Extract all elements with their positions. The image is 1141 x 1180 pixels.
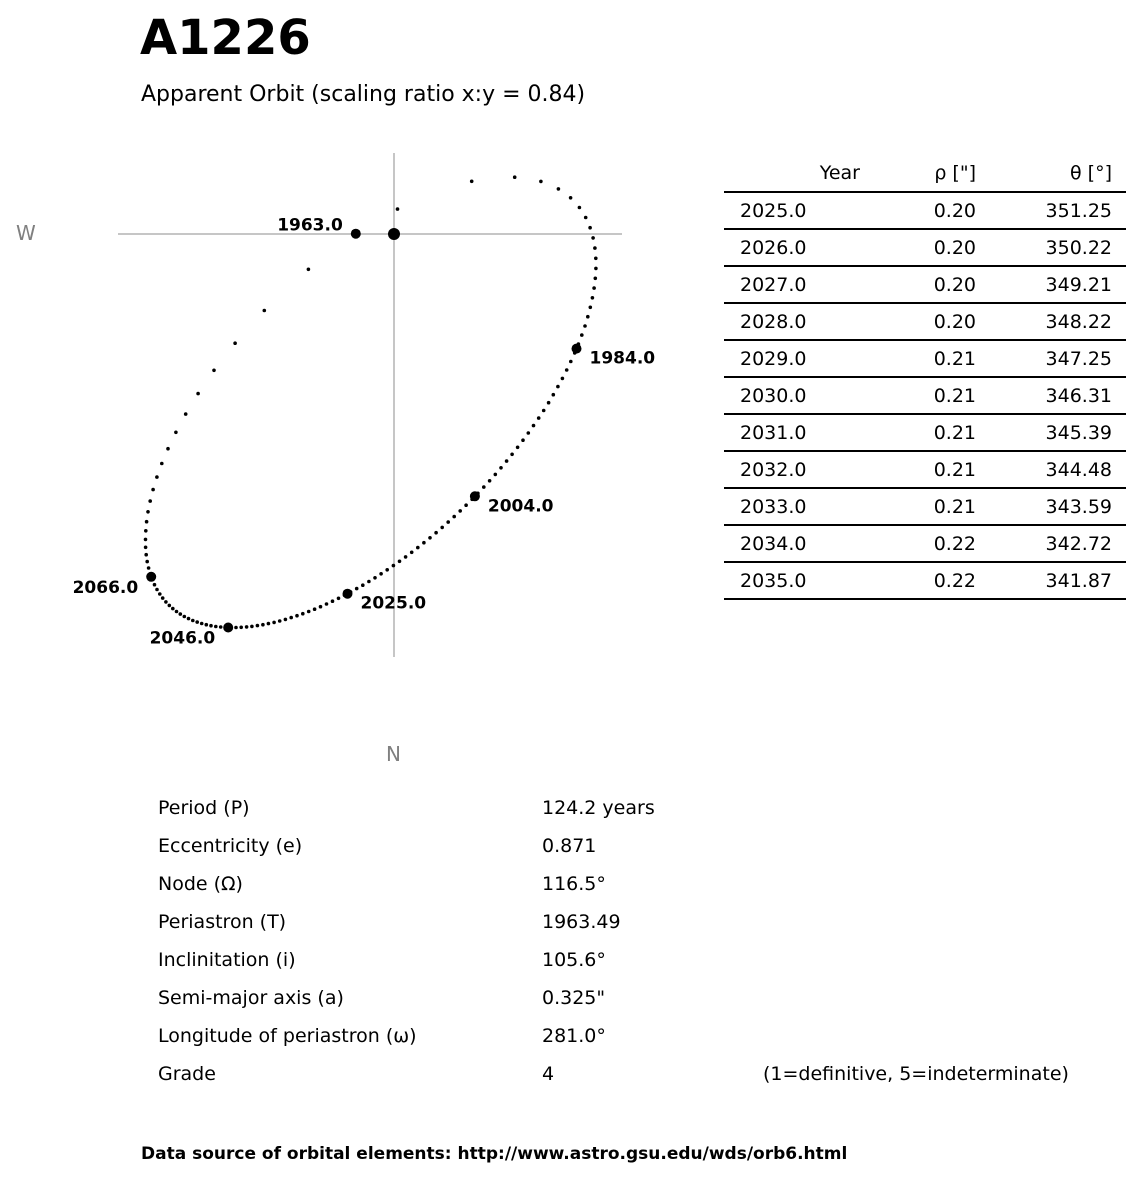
- theta-cell: 349.21: [976, 266, 1126, 303]
- epoch-marker: [146, 572, 156, 582]
- element-label: Longitude of periastron (ω): [158, 1025, 417, 1047]
- rho-cell: 0.21: [860, 488, 976, 525]
- orbit-dot: [440, 526, 444, 530]
- orbit-dot: [422, 541, 426, 545]
- orbit-dot: [588, 226, 592, 230]
- orbit-dot: [160, 462, 164, 466]
- ephemeris-header-row: [724, 155, 1126, 192]
- year-cell: 2027.0: [724, 266, 860, 303]
- orbit-dot: [267, 622, 271, 626]
- element-value: 105.6°: [542, 949, 606, 971]
- orbit-dot: [510, 453, 514, 457]
- col-rho-header: ρ ["]: [860, 155, 976, 192]
- orbit-dot: [470, 180, 474, 184]
- orbit-dot: [488, 479, 492, 483]
- orbit-dot: [591, 296, 595, 300]
- orbit-dot: [261, 623, 265, 627]
- epoch-label: 1963.0: [277, 215, 343, 236]
- orbit-dot: [147, 566, 151, 570]
- orbit-dot: [195, 620, 199, 624]
- orbit-dot: [171, 607, 175, 611]
- year-cell: 2035.0: [724, 562, 860, 599]
- orbit-dot: [592, 286, 596, 290]
- epoch-label: 2004.0: [487, 496, 554, 517]
- orbit-dot: [556, 385, 560, 389]
- element-value: 0.325": [542, 987, 606, 1009]
- orbit-dot: [174, 431, 178, 435]
- element-label: Node (Ω): [158, 873, 243, 895]
- year-cell: 2026.0: [724, 229, 860, 266]
- orbit-dot: [278, 619, 282, 623]
- orbit-dot: [482, 485, 486, 489]
- orbit-dot: [594, 277, 598, 281]
- orbit-dot: [373, 576, 377, 580]
- orbit-dot: [410, 551, 414, 555]
- orbit-dot: [532, 424, 536, 428]
- orbit-dot: [396, 207, 400, 211]
- theta-cell: 345.39: [976, 414, 1126, 451]
- orbit-dot: [263, 309, 267, 313]
- orbit-dot: [233, 341, 237, 345]
- orbit-dot: [513, 175, 517, 179]
- orbit-dot: [583, 324, 587, 328]
- year-cell: 2029.0: [724, 340, 860, 377]
- data-source-note: Data source of orbital elements: http://www.astro.gsu.edu/wds/orb6.html: [141, 1144, 848, 1164]
- orbit-dot: [527, 431, 531, 435]
- theta-cell: 341.87: [976, 562, 1126, 599]
- theta-cell: 344.48: [976, 451, 1126, 488]
- rho-cell: 0.20: [860, 229, 976, 266]
- orbit-dot: [212, 369, 216, 373]
- orbit-dot: [158, 592, 162, 596]
- orbit-dot: [301, 612, 305, 616]
- west-label: W: [16, 221, 36, 245]
- orbit-dot: [148, 499, 152, 503]
- orbit-plot: [0, 130, 700, 780]
- orbit-dot: [146, 510, 150, 514]
- orbit-dot: [398, 560, 402, 564]
- year-cell: 2030.0: [724, 377, 860, 414]
- table-row: [724, 414, 1126, 451]
- orbit-dot: [144, 546, 148, 550]
- orbit-dot: [144, 529, 148, 533]
- rho-cell: 0.20: [860, 303, 976, 340]
- orbit-dot: [209, 624, 213, 628]
- orbit-dot: [219, 625, 223, 629]
- theta-cell: 350.22: [976, 229, 1126, 266]
- orbit-dot: [537, 416, 541, 420]
- orbit-dot: [183, 615, 187, 619]
- orbit-dot: [561, 377, 565, 381]
- orbit-dot: [145, 560, 149, 564]
- orbit-dots: [144, 175, 598, 629]
- rho-cell: 0.20: [860, 192, 976, 229]
- orbit-dot: [164, 600, 168, 604]
- orbit-dot: [452, 515, 456, 519]
- element-label: Eccentricity (e): [158, 835, 303, 857]
- rho-cell: 0.21: [860, 414, 976, 451]
- epoch-marker: [351, 229, 361, 239]
- orbit-dot: [191, 619, 195, 623]
- orbit-dot: [313, 607, 317, 611]
- year-cell: 2031.0: [724, 414, 860, 451]
- rho-cell: 0.21: [860, 451, 976, 488]
- orbit-dot: [319, 605, 323, 609]
- orbit-dot: [379, 572, 383, 576]
- orbit-dot: [586, 315, 590, 319]
- primary-star: [388, 228, 400, 240]
- orbit-dot: [458, 509, 462, 513]
- col-year-header: Year: [724, 155, 860, 192]
- element-value: 0.871: [542, 835, 597, 857]
- orbit-dot: [594, 267, 598, 271]
- orbit-dot: [591, 236, 595, 240]
- orbit-dot: [151, 488, 155, 492]
- theta-cell: 351.25: [976, 192, 1126, 229]
- orbit-dot: [367, 580, 371, 584]
- year-cell: 2033.0: [724, 488, 860, 525]
- element-label: Periastron (T): [158, 911, 287, 933]
- epoch-markers: [73, 216, 656, 649]
- epoch-label: 1984.0: [589, 348, 656, 369]
- orbit-dot: [144, 538, 148, 542]
- grade-note: (1=definitive, 5=indeterminate): [763, 1063, 1069, 1085]
- theta-cell: 348.22: [976, 303, 1126, 340]
- element-value: 281.0°: [542, 1025, 606, 1047]
- orbit-dot: [325, 602, 329, 606]
- theta-cell: 346.31: [976, 377, 1126, 414]
- orbit-dot: [161, 596, 165, 600]
- epoch-marker: [572, 344, 582, 354]
- orbit-dot: [578, 206, 582, 210]
- epoch-label: 2066.0: [72, 577, 139, 598]
- element-label: Period (P): [158, 797, 250, 819]
- element-value: 4: [542, 1063, 555, 1085]
- element-value: 1963.49: [542, 911, 621, 933]
- orbit-dot: [499, 466, 503, 470]
- orbit-dot: [355, 587, 359, 591]
- orbit-dot: [234, 626, 238, 630]
- orbit-dot: [584, 216, 588, 220]
- epoch-marker: [470, 491, 480, 501]
- year-cell: 2034.0: [724, 525, 860, 562]
- col-theta-header: θ [°]: [976, 155, 1126, 192]
- orbit-dot: [184, 412, 188, 416]
- orbit-dot: [565, 368, 569, 372]
- orbit-dot: [392, 564, 396, 568]
- orbit-dot: [446, 520, 450, 524]
- orbit-dot: [505, 459, 509, 463]
- table-row: [724, 266, 1126, 303]
- orbit-dot: [464, 503, 468, 507]
- orbit-dot: [307, 610, 311, 614]
- table-row: [724, 488, 1126, 525]
- star-title: A1226: [140, 10, 311, 66]
- orbit-dot: [404, 555, 408, 559]
- orbit-dot: [250, 625, 254, 629]
- orbit-dot: [295, 614, 299, 618]
- theta-cell: 347.25: [976, 340, 1126, 377]
- table-row: [724, 340, 1126, 377]
- orbit-dot: [569, 360, 573, 364]
- element-label: Inclinitation (i): [158, 949, 296, 971]
- element-value: 116.5°: [542, 873, 606, 895]
- year-cell: 2032.0: [724, 451, 860, 488]
- orbit-dot: [187, 617, 191, 621]
- element-label: Grade: [158, 1063, 216, 1085]
- orbit-dot: [307, 268, 311, 272]
- orbit-dot: [284, 618, 288, 622]
- table-row: [724, 377, 1126, 414]
- orbit-dot: [200, 622, 204, 626]
- orbit-dot: [547, 401, 551, 405]
- orbit-dot: [272, 621, 276, 625]
- table-row: [724, 451, 1126, 488]
- orbit-dot: [361, 583, 365, 587]
- orbit-dot: [245, 625, 249, 629]
- ephemeris-table: [724, 155, 1126, 600]
- year-cell: 2028.0: [724, 303, 860, 340]
- chart-subtitle: Apparent Orbit (scaling ratio x:y = 0.84): [141, 82, 586, 107]
- north-label: N: [386, 742, 401, 766]
- orbit-dot: [145, 520, 149, 524]
- orbit-dot: [521, 438, 525, 442]
- rho-cell: 0.22: [860, 562, 976, 599]
- orbit-dot: [542, 409, 546, 413]
- theta-cell: 343.59: [976, 488, 1126, 525]
- orbit-dot: [416, 546, 420, 550]
- table-row: [724, 303, 1126, 340]
- orbit-dot: [428, 536, 432, 540]
- orbit-dot: [144, 553, 148, 557]
- theta-cell: 342.72: [976, 525, 1126, 562]
- epoch-label: 2046.0: [149, 628, 216, 649]
- orbit-dot: [289, 616, 293, 620]
- orbit-dot: [168, 604, 172, 608]
- orbit-dot: [337, 597, 341, 601]
- orbit-dot: [179, 612, 183, 616]
- orbit-dot: [205, 623, 209, 627]
- epoch-marker: [223, 623, 233, 633]
- orbit-dot: [434, 531, 438, 535]
- orbit-dot: [516, 446, 520, 450]
- orbit-dot: [331, 599, 335, 603]
- orbit-dot: [594, 257, 598, 261]
- table-row: [724, 229, 1126, 266]
- orbit-dot: [494, 473, 498, 477]
- rho-cell: 0.21: [860, 377, 976, 414]
- orbit-dot: [569, 196, 573, 200]
- year-cell: 2025.0: [724, 192, 860, 229]
- element-label: Semi-major axis (a): [158, 987, 344, 1009]
- orbit-dot: [580, 333, 584, 337]
- orbit-dot: [552, 393, 556, 397]
- orbit-dot: [256, 624, 260, 628]
- orbit-dot: [557, 187, 561, 191]
- table-row: [724, 192, 1126, 229]
- epoch-label: 2025.0: [360, 593, 427, 614]
- orbit-dot: [175, 610, 179, 614]
- orbit-dot: [539, 180, 543, 184]
- table-row: [724, 525, 1126, 562]
- orbit-dot: [196, 392, 200, 396]
- orbit-dot: [155, 475, 159, 479]
- rho-cell: 0.20: [860, 266, 976, 303]
- orbit-dot: [166, 447, 170, 451]
- epoch-marker: [343, 589, 353, 599]
- orbit-dot: [385, 568, 389, 572]
- rho-cell: 0.22: [860, 525, 976, 562]
- orbit-dot: [239, 626, 243, 630]
- rho-cell: 0.21: [860, 340, 976, 377]
- orbit-dot: [153, 583, 157, 587]
- orbit-dot: [589, 306, 593, 310]
- orbit-dot: [155, 588, 159, 592]
- orbit-dot: [593, 246, 597, 250]
- table-row: [724, 562, 1126, 599]
- element-value: 124.2 years: [542, 797, 655, 819]
